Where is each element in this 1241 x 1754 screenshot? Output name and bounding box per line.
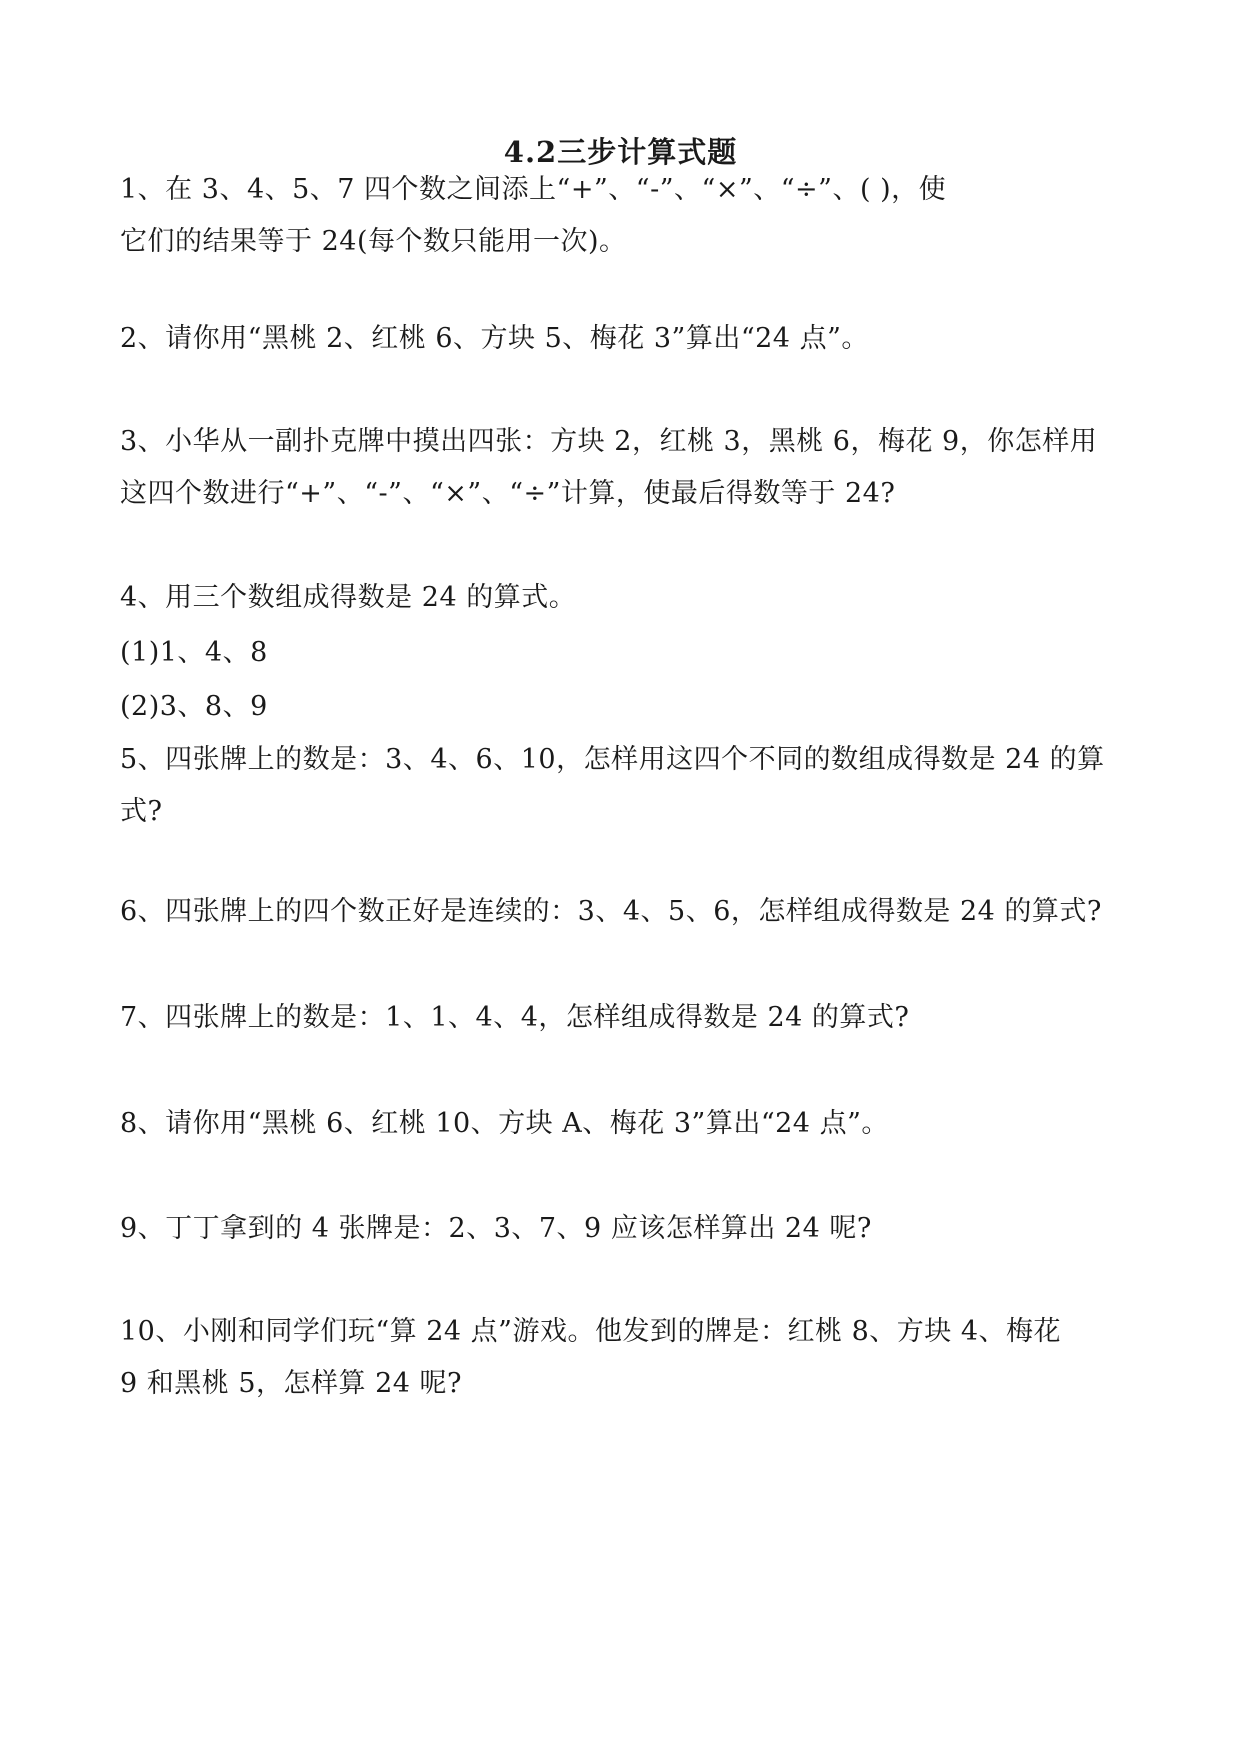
question-5-line-1: 5、四张牌上的数是：3、4、6、10，怎样用这四个不同的数组成得数是 24 的算 [120, 744, 1105, 775]
question-10-line-2: 9 和黑桃 5，怎样算 24 呢? [120, 1368, 463, 1399]
question-4-line-1: 4、用三个数组成得数是 24 的算式。 [120, 582, 577, 613]
question-4-item-1: (1)1、4、8 [120, 637, 268, 668]
page-title: 4.2三步计算式题 [503, 135, 738, 169]
question-1-line-2: 它们的结果等于 24(每个数只能用一次)。 [120, 226, 627, 257]
question-5-line-2: 式? [120, 796, 163, 827]
question-3-line-1: 3、小华从一副扑克牌中摸出四张：方块 2，红桃 3，黑桃 6，梅花 9，你怎样用 [120, 426, 1098, 457]
question-1-line-1: 1、在 3、4、5、7 四个数之间添上“+”、“-”、“×”、“÷”、( )，使 [120, 174, 947, 205]
question-2-line-1: 2、请你用“黑桃 2、红桃 6、方块 5、梅花 3”算出“24 点”。 [120, 323, 869, 354]
question-8-line-1: 8、请你用“黑桃 6、红桃 10、方块 A、梅花 3”算出“24 点”。 [120, 1108, 889, 1139]
question-10-line-1: 10、小刚和同学们玩“算 24 点”游戏。他发到的牌是：红桃 8、方块 4、梅花 [120, 1316, 1062, 1347]
question-7-line-1: 7、四张牌上的数是：1、1、4、4，怎样组成得数是 24 的算式? [120, 1002, 910, 1033]
question-3-line-2: 这四个数进行“+”、“-”、“×”、“÷”计算，使最后得数等于 24? [120, 478, 896, 509]
question-4-item-2: (2)3、8、9 [120, 691, 268, 722]
question-9-line-1: 9、丁丁拿到的 4 张牌是：2、3、7、9 应该怎样算出 24 呢? [120, 1213, 872, 1244]
question-6-line-1: 6、四张牌上的四个数正好是连续的：3、4、5、6，怎样组成得数是 24 的算式? [120, 896, 1102, 927]
